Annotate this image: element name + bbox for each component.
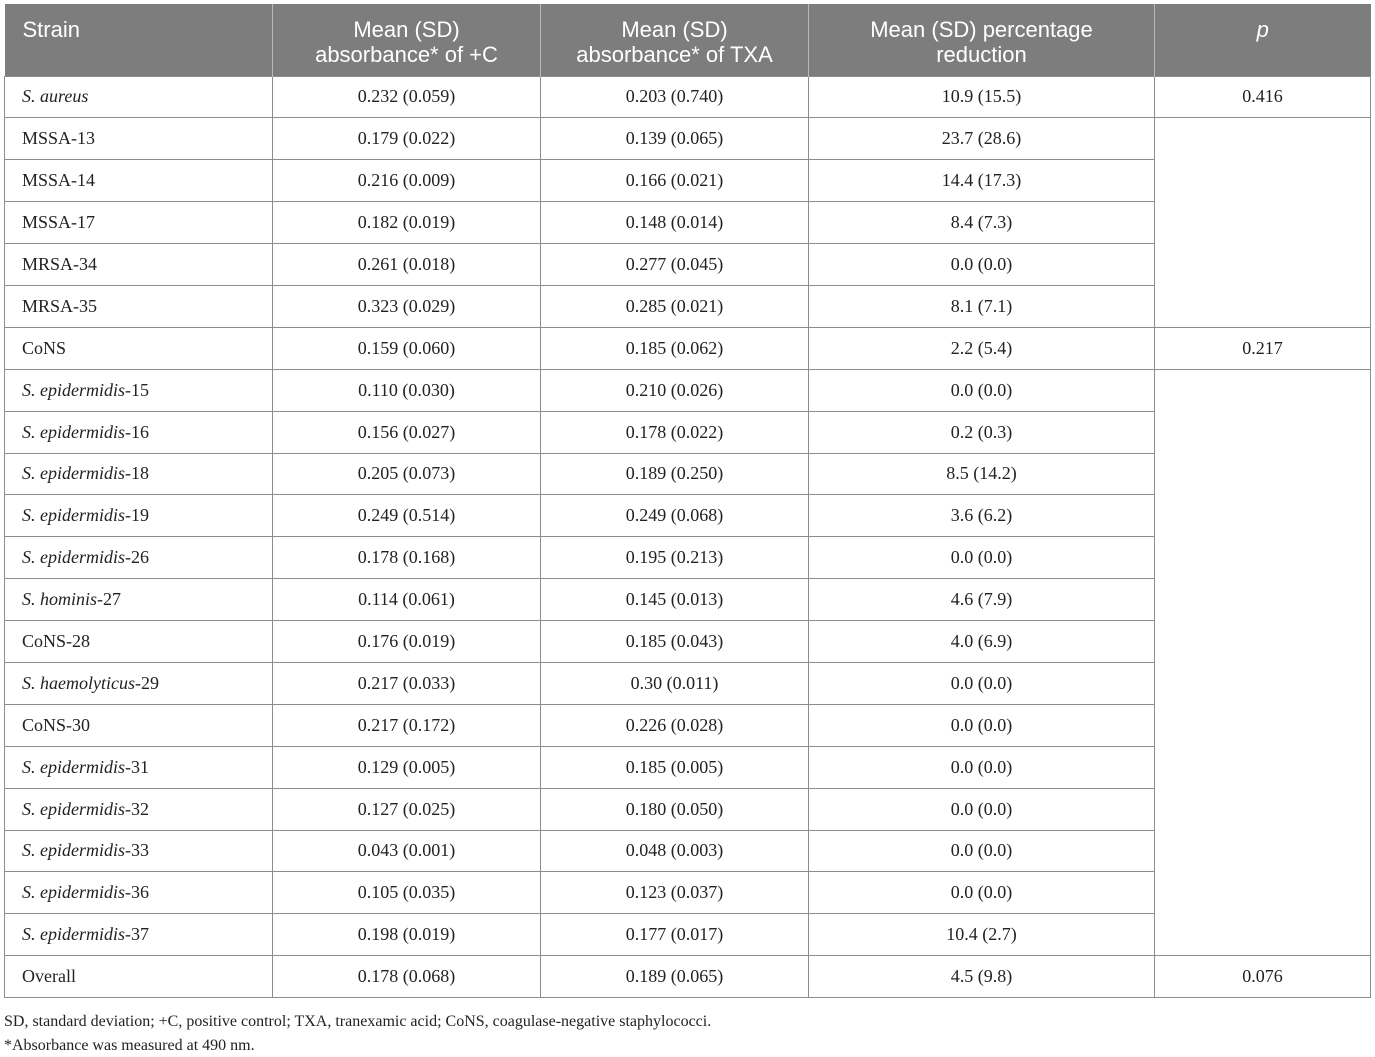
cell-percentage-reduction: 10.4 (2.7): [809, 914, 1155, 956]
cell-absorbance-txa: 0.185 (0.062): [541, 327, 809, 369]
cell-percentage-reduction: 0.0 (0.0): [809, 537, 1155, 579]
cell-p-value: 0.416: [1155, 76, 1371, 118]
header-absorbance-txa: Mean (SD) absorbance* of TXA: [541, 4, 809, 76]
cell-percentage-reduction: 0.0 (0.0): [809, 830, 1155, 872]
cell-strain: MSSA-17: [5, 202, 273, 244]
cell-absorbance-txa: 0.123 (0.037): [541, 872, 809, 914]
cell-percentage-reduction: 8.4 (7.3): [809, 202, 1155, 244]
cell-absorbance-txa: 0.203 (0.740): [541, 76, 809, 118]
cell-strain: S. epidermidis-26: [5, 537, 273, 579]
cell-strain: S. epidermidis-19: [5, 495, 273, 537]
cell-strain: CoNS-30: [5, 704, 273, 746]
header-absorbance-c: Mean (SD) absorbance* of +C: [273, 4, 541, 76]
cell-strain: S. epidermidis-36: [5, 872, 273, 914]
cell-absorbance-c: 0.217 (0.033): [273, 662, 541, 704]
cell-absorbance-txa: 0.185 (0.043): [541, 621, 809, 663]
cell-absorbance-txa: 0.177 (0.017): [541, 914, 809, 956]
cell-percentage-reduction: 3.6 (6.2): [809, 495, 1155, 537]
cell-absorbance-c: 0.156 (0.027): [273, 411, 541, 453]
cell-percentage-reduction: 4.5 (9.8): [809, 956, 1155, 998]
cell-absorbance-c: 0.129 (0.005): [273, 746, 541, 788]
cell-absorbance-c: 0.105 (0.035): [273, 872, 541, 914]
cell-percentage-reduction: 0.2 (0.3): [809, 411, 1155, 453]
cell-strain: Overall: [5, 956, 273, 998]
cell-absorbance-c: 0.182 (0.019): [273, 202, 541, 244]
cell-absorbance-txa: 0.285 (0.021): [541, 285, 809, 327]
cell-p-value-empty: [1155, 369, 1371, 955]
header-strain: Strain: [22, 17, 80, 42]
cell-absorbance-c: 0.176 (0.019): [273, 621, 541, 663]
cell-absorbance-c: 0.198 (0.019): [273, 914, 541, 956]
cell-percentage-reduction: 2.2 (5.4): [809, 327, 1155, 369]
cell-percentage-reduction: 0.0 (0.0): [809, 244, 1155, 286]
cell-absorbance-txa: 0.30 (0.011): [541, 662, 809, 704]
cell-absorbance-c: 0.178 (0.068): [273, 956, 541, 998]
cell-strain: S. hominis-27: [5, 579, 273, 621]
cell-percentage-reduction: 8.5 (14.2): [809, 453, 1155, 495]
cell-strain: S. epidermidis-15: [5, 369, 273, 411]
cell-strain: S. epidermidis-31: [5, 746, 273, 788]
cell-strain: S. epidermidis-37: [5, 914, 273, 956]
cell-absorbance-c: 0.232 (0.059): [273, 76, 541, 118]
cell-percentage-reduction: 4.6 (7.9): [809, 579, 1155, 621]
footnote-asterisk: *Absorbance was measured at 490 nm.: [4, 1037, 255, 1054]
table-body: [5, 76, 1371, 998]
cell-absorbance-c: 0.261 (0.018): [273, 244, 541, 286]
header-row: [5, 4, 1371, 76]
table-row: [5, 118, 1371, 160]
cell-strain: S. epidermidis-16: [5, 411, 273, 453]
cell-p-value: 0.217: [1155, 327, 1371, 369]
cell-absorbance-txa: 0.185 (0.005): [541, 746, 809, 788]
cell-strain: CoNS-28: [5, 621, 273, 663]
table-row: [5, 327, 1371, 369]
cell-absorbance-txa: 0.226 (0.028): [541, 704, 809, 746]
cell-percentage-reduction: 0.0 (0.0): [809, 662, 1155, 704]
table-row-overall: [5, 956, 1371, 998]
cell-strain: MSSA-14: [5, 160, 273, 202]
cell-p-value: 0.076: [1155, 956, 1371, 998]
cell-strain: MRSA-34: [5, 244, 273, 286]
table-row: [5, 76, 1371, 118]
table-header: [5, 4, 1371, 76]
cell-strain: S. aureus: [5, 76, 273, 118]
cell-percentage-reduction: 0.0 (0.0): [809, 872, 1155, 914]
cell-absorbance-c: 0.205 (0.073): [273, 453, 541, 495]
cell-percentage-reduction: 0.0 (0.0): [809, 369, 1155, 411]
cell-absorbance-c: 0.249 (0.514): [273, 495, 541, 537]
cell-percentage-reduction: 8.1 (7.1): [809, 285, 1155, 327]
cell-absorbance-c: 0.323 (0.029): [273, 285, 541, 327]
cell-absorbance-c: 0.217 (0.172): [273, 704, 541, 746]
cell-absorbance-txa: 0.048 (0.003): [541, 830, 809, 872]
cell-absorbance-txa: 0.148 (0.014): [541, 202, 809, 244]
cell-absorbance-txa: 0.178 (0.022): [541, 411, 809, 453]
cell-absorbance-c: 0.127 (0.025): [273, 788, 541, 830]
cell-strain: MRSA-35: [5, 285, 273, 327]
results-table: [4, 4, 1371, 998]
cell-absorbance-txa: 0.277 (0.045): [541, 244, 809, 286]
cell-percentage-reduction: 10.9 (15.5): [809, 76, 1155, 118]
table-row: [5, 369, 1371, 411]
cell-absorbance-txa: 0.195 (0.213): [541, 537, 809, 579]
cell-strain: S. haemolyticus-29: [5, 662, 273, 704]
cell-absorbance-c: 0.179 (0.022): [273, 118, 541, 160]
cell-absorbance-txa: 0.189 (0.065): [541, 956, 809, 998]
cell-absorbance-c: 0.159 (0.060): [273, 327, 541, 369]
cell-absorbance-c: 0.110 (0.030): [273, 369, 541, 411]
cell-percentage-reduction: 23.7 (28.6): [809, 118, 1155, 160]
cell-percentage-reduction: 0.0 (0.0): [809, 746, 1155, 788]
cell-absorbance-c: 0.043 (0.001): [273, 830, 541, 872]
footnote-abbreviations: SD, standard deviation; +C, positive control; TXA, tranexamic acid; CoNS, coagulase-negative staphylococci.: [4, 1013, 712, 1030]
cell-absorbance-txa: 0.189 (0.250): [541, 453, 809, 495]
cell-absorbance-txa: 0.139 (0.065): [541, 118, 809, 160]
cell-absorbance-c: 0.114 (0.061): [273, 579, 541, 621]
cell-strain: CoNS: [5, 327, 273, 369]
cell-percentage-reduction: 4.0 (6.9): [809, 621, 1155, 663]
cell-strain: MSSA-13: [5, 118, 273, 160]
cell-absorbance-c: 0.216 (0.009): [273, 160, 541, 202]
cell-p-value-empty: [1155, 118, 1371, 327]
cell-strain: S. epidermidis-33: [5, 830, 273, 872]
cell-absorbance-c: 0.178 (0.168): [273, 537, 541, 579]
cell-absorbance-txa: 0.145 (0.013): [541, 579, 809, 621]
header-p-value: p: [1155, 4, 1371, 76]
cell-strain: S. epidermidis-18: [5, 453, 273, 495]
cell-strain: S. epidermidis-32: [5, 788, 273, 830]
cell-percentage-reduction: 0.0 (0.0): [809, 704, 1155, 746]
cell-absorbance-txa: 0.249 (0.068): [541, 495, 809, 537]
cell-absorbance-txa: 0.166 (0.021): [541, 160, 809, 202]
header-percentage-reduction: Mean (SD) percentage reduction: [809, 4, 1155, 76]
cell-percentage-reduction: 0.0 (0.0): [809, 788, 1155, 830]
results-table-container: [4, 4, 1370, 998]
cell-absorbance-txa: 0.180 (0.050): [541, 788, 809, 830]
cell-absorbance-txa: 0.210 (0.026): [541, 369, 809, 411]
cell-percentage-reduction: 14.4 (17.3): [809, 160, 1155, 202]
